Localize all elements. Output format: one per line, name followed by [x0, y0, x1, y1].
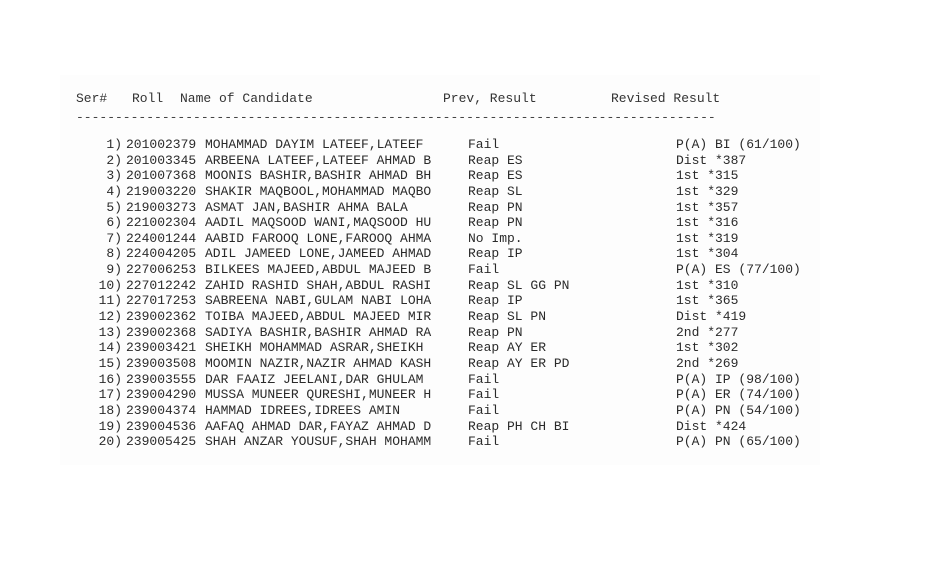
revised-result: 1st *329 — [676, 183, 739, 199]
previous-result: Reap IP — [468, 293, 523, 309]
revised-result: P(A) ER (74/100) — [676, 387, 801, 403]
roll-number: 219003273 — [126, 199, 197, 215]
previous-result: Fail — [468, 262, 500, 278]
candidate-name: AAFAQ AHMAD DAR,FAYAZ AHMAD D — [205, 418, 432, 434]
candidate-name: ASMAT JAN,BASHIR AHMA BALA — [205, 199, 408, 215]
candidate-name: SADIYA BASHIR,BASHIR AHMAD RA — [205, 324, 432, 340]
roll-number: 201003345 — [126, 152, 197, 168]
serial-number: 18) — [98, 402, 122, 418]
revised-result: 2nd *277 — [676, 324, 739, 340]
previous-result: Reap PN — [468, 324, 523, 340]
revised-result: 1st *302 — [676, 340, 739, 356]
serial-number: 12) — [98, 309, 122, 325]
roll-number: 239004374 — [126, 402, 197, 418]
revised-result: 1st *310 — [676, 277, 739, 293]
serial-number: 10) — [98, 277, 122, 293]
previous-result: Fail — [468, 402, 500, 418]
revised-result: 1st *316 — [676, 215, 739, 231]
previous-result: Reap PN — [468, 199, 523, 215]
previous-result: Reap PH CH BI — [468, 418, 570, 434]
candidate-name: DAR FAAIZ JEELANI,DAR GHULAM — [205, 371, 424, 387]
roll-number: 219003220 — [126, 183, 197, 199]
serial-number: 16) — [98, 371, 122, 387]
roll-number: 239002368 — [126, 324, 197, 340]
candidate-name: BILKEES MAJEED,ABDUL MAJEED B — [205, 262, 432, 278]
roll-number: 201007368 — [126, 168, 197, 184]
roll-number: 239004290 — [126, 387, 197, 403]
candidate-name: TOIBA MAJEED,ABDUL MAJEED MIR — [205, 309, 432, 325]
previous-result: Reap ES — [468, 152, 523, 168]
previous-result: Reap AY ER PD — [468, 355, 570, 371]
candidate-name: HAMMAD IDREES,IDREES AMIN — [205, 402, 401, 418]
previous-result: Reap SL — [468, 183, 523, 199]
serial-number: 17) — [98, 387, 122, 403]
header-name: Name of Candidate — [180, 91, 313, 106]
candidate-name: SHEIKH MOHAMMAD ASRAR,SHEIKH — [205, 340, 424, 356]
serial-number: 3) — [106, 168, 122, 184]
roll-number: 224001244 — [126, 230, 197, 246]
previous-result: Reap SL PN — [468, 309, 547, 325]
previous-result: Reap ES — [468, 168, 523, 184]
roll-number: 239004536 — [126, 418, 197, 434]
candidate-name: ARBEENA LATEEF,LATEEF AHMAD B — [205, 152, 432, 168]
serial-number: 8) — [106, 246, 122, 262]
previous-result: Fail — [468, 371, 500, 387]
candidate-name: MOHAMMAD DAYIM LATEEF,LATEEF — [205, 137, 424, 152]
roll-number: 221002304 — [126, 215, 197, 231]
revised-result: 1st *357 — [676, 199, 739, 215]
candidate-name: AADIL MAQSOOD WANI,MAQSOOD HU — [205, 215, 432, 231]
serial-number: 19) — [98, 418, 122, 434]
revised-result: Dist *424 — [676, 418, 747, 434]
serial-number: 20) — [98, 434, 122, 450]
serial-number: 6) — [106, 215, 122, 231]
revised-result: 2nd *269 — [676, 355, 739, 371]
previous-result: Reap IP — [468, 246, 523, 262]
candidate-name: ZAHID RASHID SHAH,ABDUL RASHI — [205, 277, 432, 293]
previous-result: Reap PN — [468, 215, 523, 231]
roll-number: 227012242 — [126, 277, 197, 293]
revised-result: P(A) PN (65/100) — [676, 434, 801, 450]
previous-result: No Imp. — [468, 230, 523, 246]
serial-number: 7) — [106, 230, 122, 246]
roll-number: 239003421 — [126, 340, 197, 356]
roll-number: 239005425 — [126, 434, 197, 450]
previous-result: Fail — [468, 434, 500, 450]
candidate-name: MUSSA MUNEER QURESHI,MUNEER H — [205, 387, 432, 403]
roll-number: 239003508 — [126, 355, 197, 371]
roll-number: 227006253 — [126, 262, 197, 278]
header-roll: Roll — [132, 91, 164, 106]
revised-result: P(A) IP (98/100) — [676, 371, 801, 387]
revised-result: P(A) PN (54/100) — [676, 402, 801, 418]
roll-number: 201002379 — [126, 137, 197, 152]
serial-number: 1) — [106, 137, 122, 152]
candidate-name: ADIL JAMEED LONE,JAMEED AHMAD — [205, 246, 432, 262]
serial-number: 11) — [98, 293, 122, 309]
revised-result: 1st *304 — [676, 246, 739, 262]
serial-number: 14) — [98, 340, 122, 356]
serial-number: 4) — [106, 183, 122, 199]
revised-result: Dist *419 — [676, 309, 747, 325]
roll-number: 224004205 — [126, 246, 197, 262]
previous-result: Reap AY ER — [468, 340, 547, 356]
serial-number: 15) — [98, 355, 122, 371]
header-ser: Ser# — [76, 91, 108, 106]
revised-result: Dist *387 — [676, 152, 747, 168]
roll-number: 239003555 — [126, 371, 197, 387]
revised-result: P(A) ES (77/100) — [676, 262, 801, 278]
candidate-name: AABID FAROOQ LONE,FAROOQ AHMA — [205, 230, 432, 246]
roll-number: 227017253 — [126, 293, 197, 309]
candidate-name: MOOMIN NAZIR,NAZIR AHMAD KASH — [205, 355, 432, 371]
candidate-name: SABREENA NABI,GULAM NABI LOHA — [205, 293, 432, 309]
candidate-name: MOONIS BASHIR,BASHIR AHMAD BH — [205, 168, 432, 184]
serial-number: 9) — [106, 262, 122, 278]
roll-number: 239002362 — [126, 309, 197, 325]
revised-result: 1st *315 — [676, 168, 739, 184]
header-revised-result: Revised Result — [611, 91, 721, 106]
candidate-name: SHAKIR MAQBOOL,MOHAMMAD MAQBO — [205, 183, 432, 199]
revised-result: P(A) BI (61/100) — [676, 137, 801, 152]
revised-result: 1st *319 — [676, 230, 739, 246]
candidate-name: SHAH ANZAR YOUSUF,SHAH MOHAMM — [205, 434, 432, 450]
revised-result: 1st *365 — [676, 293, 739, 309]
previous-result: Fail — [468, 137, 500, 152]
serial-number: 2) — [106, 152, 122, 168]
serial-number: 13) — [98, 324, 122, 340]
previous-result: Reap SL GG PN — [468, 277, 570, 293]
header-divider: ---------------------------------------------------------------------------------- — [76, 110, 716, 125]
previous-result: Fail — [468, 387, 500, 403]
serial-number: 5) — [106, 199, 122, 215]
header-prev-result: Prev, Result — [443, 91, 537, 106]
